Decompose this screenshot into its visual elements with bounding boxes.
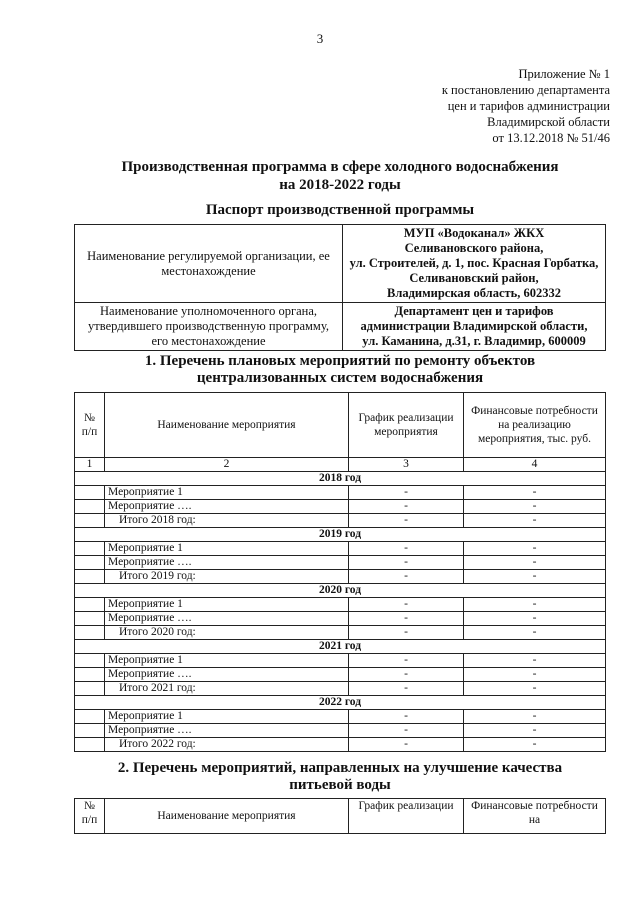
measure-name: Мероприятие 1: [105, 710, 349, 724]
schedule-value: -: [349, 500, 464, 514]
repair-measures-table: [74, 392, 606, 752]
row-number: [75, 486, 105, 500]
schedule-value: -: [349, 570, 464, 584]
schedule-value: -: [349, 724, 464, 738]
section2-title: [40, 760, 640, 794]
measure-row: [75, 486, 606, 500]
year-header-row: [75, 528, 606, 542]
measure-row: [75, 556, 606, 570]
total-label: Итого 2018 год:: [105, 514, 349, 528]
passport-label: Наименование уполномоченного органа, утвердившего производственную программу, его местонахождение: [75, 303, 343, 351]
measure-row: [75, 542, 606, 556]
finance-value: -: [464, 724, 606, 738]
measure-row: [75, 612, 606, 626]
value-line: Департамент цен и тарифов: [394, 304, 554, 318]
schedule-value: -: [349, 486, 464, 500]
page-number: 3: [316, 31, 324, 46]
title-line: Производственная программа в сфере холодного водоснабжения: [121, 159, 559, 175]
row-number: [75, 654, 105, 668]
appendix-line: Владимирской области: [487, 115, 610, 129]
column-numbers-row: [75, 458, 606, 472]
year-label: 2021 год: [75, 640, 606, 654]
total-label: Итого 2020 год:: [105, 626, 349, 640]
measure-name: Мероприятие 1: [105, 654, 349, 668]
finance-value: -: [464, 514, 606, 528]
appendix-block: [400, 66, 610, 146]
row-number: [75, 542, 105, 556]
value-line: Селивановский район,: [409, 271, 539, 285]
schedule-value: -: [349, 668, 464, 682]
measure-name: Мероприятие 1: [105, 542, 349, 556]
year-label: 2020 год: [75, 584, 606, 598]
schedule-value: -: [349, 710, 464, 724]
repair-measures-body: [75, 393, 606, 752]
measure-row: [75, 710, 606, 724]
total-row: [75, 738, 606, 752]
value-line: МУП «Водоканал» ЖКХ: [403, 226, 545, 240]
appendix-line: к постановлению департамента: [441, 83, 610, 97]
column-number: 2: [105, 458, 349, 472]
measure-name: Мероприятие ….: [105, 556, 349, 570]
passport-table: [74, 224, 606, 351]
schedule-value: -: [349, 626, 464, 640]
row-number: [75, 556, 105, 570]
finance-value: -: [464, 668, 606, 682]
measure-row: [75, 654, 606, 668]
schedule-value: -: [349, 654, 464, 668]
finance-value: -: [464, 556, 606, 570]
column-number: 4: [464, 458, 606, 472]
year-label: 2019 год: [75, 528, 606, 542]
finance-value: -: [464, 654, 606, 668]
total-row: [75, 682, 606, 696]
header-schedule: График реализации: [349, 799, 464, 834]
finance-value: -: [464, 570, 606, 584]
finance-value: -: [464, 542, 606, 556]
finance-value: -: [464, 682, 606, 696]
row-number: [75, 626, 105, 640]
value-line: ул. Каманина, д.31, г. Владимир, 600009: [362, 334, 586, 348]
schedule-value: -: [349, 612, 464, 626]
finance-value: -: [464, 626, 606, 640]
value-line: Владимирская область, 602332: [387, 286, 561, 300]
total-label: Итого 2022 год:: [105, 738, 349, 752]
appendix-line: цен и тарифов администрации: [447, 99, 610, 113]
schedule-value: -: [349, 514, 464, 528]
document-title: [40, 158, 640, 194]
section-title-line: 1. Перечень плановых мероприятий по ремонту объектов: [144, 353, 536, 369]
row-number: [75, 570, 105, 584]
schedule-value: -: [349, 682, 464, 696]
schedule-value: -: [349, 598, 464, 612]
passport-value: [343, 303, 606, 351]
value-line: ул. Строителей, д. 1, пос. Красная Горбатка,: [349, 256, 599, 270]
schedule-value: -: [349, 738, 464, 752]
measure-name: Мероприятие ….: [105, 500, 349, 514]
total-row: [75, 626, 606, 640]
finance-value: -: [464, 500, 606, 514]
measure-row: [75, 598, 606, 612]
year-header-row: [75, 584, 606, 598]
header-finance: Финансовые потребности на реализацию мероприятия, тыс. руб.: [464, 393, 606, 458]
row-number: [75, 514, 105, 528]
total-row: [75, 514, 606, 528]
row-number: [75, 738, 105, 752]
section-title-line: централизованных систем водоснабжения: [196, 370, 484, 386]
section-title-line: питьевой воды: [289, 777, 391, 793]
total-row: [75, 570, 606, 584]
section-title-line: 2. Перечень мероприятий, направленных на улучшение качества: [117, 760, 563, 776]
measure-name: Мероприятие ….: [105, 724, 349, 738]
value-line: администрации Владимирской области,: [360, 319, 588, 333]
row-number: [75, 668, 105, 682]
column-number: 1: [75, 458, 105, 472]
row-number: [75, 682, 105, 696]
measure-name: Мероприятие 1: [105, 598, 349, 612]
schedule-value: -: [349, 556, 464, 570]
passport-row-organization: [75, 225, 606, 303]
total-label: Итого 2021 год:: [105, 682, 349, 696]
row-number: [75, 724, 105, 738]
column-number: 3: [349, 458, 464, 472]
year-header-row: [75, 472, 606, 486]
value-line: Селивановского района,: [404, 241, 544, 255]
appendix-line: от 13.12.2018 № 51/46: [492, 131, 610, 145]
header-name: Наименование мероприятия: [105, 799, 349, 834]
header-name: Наименование мероприятия: [105, 393, 349, 458]
table-header-row: [75, 393, 606, 458]
measure-name: Мероприятие ….: [105, 612, 349, 626]
year-header-row: [75, 640, 606, 654]
title-line: на 2018-2022 годы: [279, 177, 401, 193]
header-number: № п/п: [75, 799, 105, 834]
header-number: № п/п: [75, 393, 105, 458]
row-number: [75, 612, 105, 626]
measure-name: Мероприятие 1: [105, 486, 349, 500]
measure-name: Мероприятие ….: [105, 668, 349, 682]
header-finance: Финансовые потребности на: [464, 799, 606, 834]
passport-value: [343, 225, 606, 303]
measure-row: [75, 724, 606, 738]
row-number: [75, 598, 105, 612]
total-label: Итого 2019 год:: [105, 570, 349, 584]
header-schedule: График реализации мероприятия: [349, 393, 464, 458]
schedule-value: -: [349, 542, 464, 556]
measure-row: [75, 668, 606, 682]
finance-value: -: [464, 738, 606, 752]
section1-title: [40, 353, 640, 387]
year-label: 2022 год: [75, 696, 606, 710]
passport-title: Паспорт производственной программы: [205, 202, 475, 218]
measure-row: [75, 500, 606, 514]
finance-value: -: [464, 612, 606, 626]
row-number: [75, 500, 105, 514]
water-quality-measures-table: [74, 798, 606, 834]
appendix-line: Приложение № 1: [518, 67, 610, 81]
year-label: 2018 год: [75, 472, 606, 486]
finance-value: -: [464, 598, 606, 612]
passport-row-authority: [75, 303, 606, 351]
finance-value: -: [464, 710, 606, 724]
year-header-row: [75, 696, 606, 710]
table-header-row: [75, 799, 606, 834]
row-number: [75, 710, 105, 724]
passport-label: Наименование регулируемой организации, ее местонахождение: [75, 225, 343, 303]
finance-value: -: [464, 486, 606, 500]
